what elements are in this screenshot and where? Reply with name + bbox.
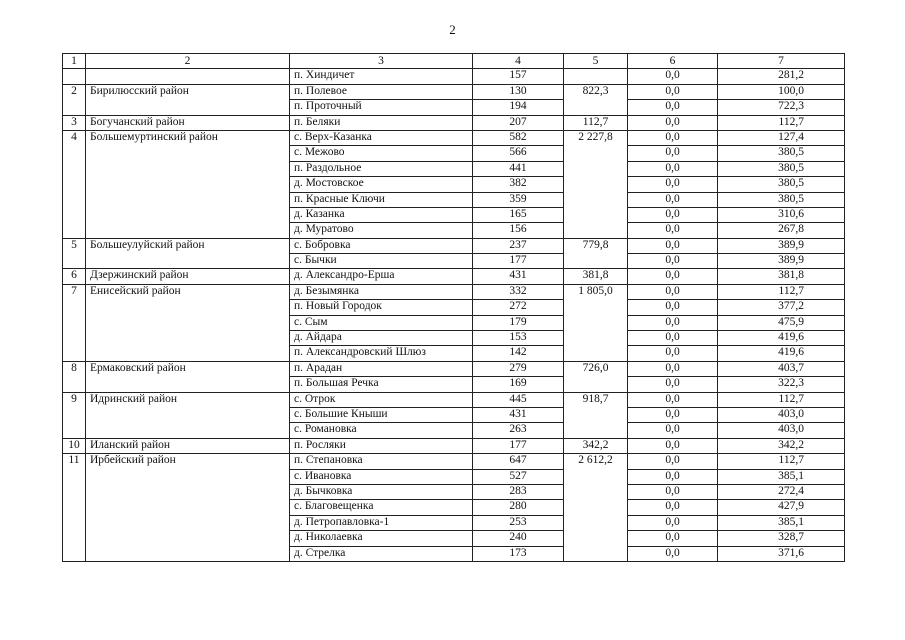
district-total bbox=[564, 69, 628, 84]
column-7-value: 371,6 bbox=[718, 546, 845, 561]
column-7-value: 272,4 bbox=[718, 484, 845, 499]
population-value: 177 bbox=[473, 438, 564, 453]
settlement-name: д. Мостовское bbox=[290, 177, 473, 192]
column-6-value: 0,0 bbox=[628, 346, 718, 361]
district-name: Иланский район bbox=[86, 438, 290, 453]
column-header: 4 bbox=[473, 54, 564, 69]
column-7-value: 419,6 bbox=[718, 331, 845, 346]
district-name bbox=[86, 69, 290, 84]
district-total: 726,0 bbox=[564, 361, 628, 392]
column-header: 1 bbox=[63, 54, 86, 69]
district-number: 10 bbox=[63, 438, 86, 453]
district-number: 8 bbox=[63, 361, 86, 392]
population-value: 179 bbox=[473, 315, 564, 330]
column-header: 7 bbox=[718, 54, 845, 69]
population-value: 283 bbox=[473, 484, 564, 499]
population-value: 647 bbox=[473, 454, 564, 469]
column-6-value: 0,0 bbox=[628, 269, 718, 284]
column-6-value: 0,0 bbox=[628, 315, 718, 330]
population-value: 332 bbox=[473, 284, 564, 299]
table-row bbox=[63, 115, 845, 130]
population-value: 240 bbox=[473, 531, 564, 546]
column-6-value: 0,0 bbox=[628, 361, 718, 376]
column-7-value: 403,0 bbox=[718, 407, 845, 422]
column-6-value: 0,0 bbox=[628, 161, 718, 176]
population-value: 177 bbox=[473, 254, 564, 269]
settlement-name: п. Раздольное bbox=[290, 161, 473, 176]
settlement-name: п. Степановка bbox=[290, 454, 473, 469]
district-total: 2 612,2 bbox=[564, 454, 628, 562]
column-6-value: 0,0 bbox=[628, 377, 718, 392]
column-7-value: 380,5 bbox=[718, 146, 845, 161]
district-name: Ирбейский район bbox=[86, 454, 290, 562]
table-row bbox=[63, 238, 845, 253]
settlement-name: д. Казанка bbox=[290, 207, 473, 222]
settlement-name: д. Айдара bbox=[290, 331, 473, 346]
population-value: 165 bbox=[473, 207, 564, 222]
district-total: 2 227,8 bbox=[564, 130, 628, 238]
column-7-value: 380,5 bbox=[718, 177, 845, 192]
population-value: 263 bbox=[473, 423, 564, 438]
column-7-value: 380,5 bbox=[718, 192, 845, 207]
population-value: 173 bbox=[473, 546, 564, 561]
column-6-value: 0,0 bbox=[628, 546, 718, 561]
column-6-value: 0,0 bbox=[628, 207, 718, 222]
table-row bbox=[63, 269, 845, 284]
settlements-table bbox=[62, 53, 845, 562]
settlement-name: п. Росляки bbox=[290, 438, 473, 453]
table-row bbox=[63, 361, 845, 376]
column-6-value: 0,0 bbox=[628, 284, 718, 299]
table-row bbox=[63, 69, 845, 84]
district-number bbox=[63, 69, 86, 84]
column-7-value: 322,3 bbox=[718, 377, 845, 392]
district-total: 779,8 bbox=[564, 238, 628, 269]
column-6-value: 0,0 bbox=[628, 254, 718, 269]
table-row bbox=[63, 284, 845, 299]
column-7-value: 722,3 bbox=[718, 100, 845, 115]
population-value: 272 bbox=[473, 300, 564, 315]
settlement-name: с. Большие Кныши bbox=[290, 407, 473, 422]
column-6-value: 0,0 bbox=[628, 238, 718, 253]
population-value: 441 bbox=[473, 161, 564, 176]
population-value: 279 bbox=[473, 361, 564, 376]
district-total: 918,7 bbox=[564, 392, 628, 438]
settlement-name: с. Ивановка bbox=[290, 469, 473, 484]
column-7-value: 112,7 bbox=[718, 454, 845, 469]
population-value: 130 bbox=[473, 84, 564, 99]
column-7-value: 381,8 bbox=[718, 269, 845, 284]
table-row bbox=[63, 84, 845, 99]
settlement-name: д. Бычковка bbox=[290, 484, 473, 499]
settlement-name: п. Новый Городок bbox=[290, 300, 473, 315]
column-7-value: 389,9 bbox=[718, 238, 845, 253]
table-row bbox=[63, 454, 845, 469]
district-name: Енисейский район bbox=[86, 284, 290, 361]
settlement-name: д. Стрелка bbox=[290, 546, 473, 561]
column-6-value: 0,0 bbox=[628, 69, 718, 84]
column-6-value: 0,0 bbox=[628, 192, 718, 207]
column-7-value: 385,1 bbox=[718, 469, 845, 484]
settlement-name: п. Большая Речка bbox=[290, 377, 473, 392]
column-6-value: 0,0 bbox=[628, 177, 718, 192]
column-6-value: 0,0 bbox=[628, 84, 718, 99]
population-value: 527 bbox=[473, 469, 564, 484]
population-value: 280 bbox=[473, 500, 564, 515]
district-name: Ермаковский район bbox=[86, 361, 290, 392]
column-7-value: 267,8 bbox=[718, 223, 845, 238]
district-name: Идринский район bbox=[86, 392, 290, 438]
column-6-value: 0,0 bbox=[628, 469, 718, 484]
column-6-value: 0,0 bbox=[628, 407, 718, 422]
population-value: 207 bbox=[473, 115, 564, 130]
settlement-name: п. Проточный bbox=[290, 100, 473, 115]
district-total: 342,2 bbox=[564, 438, 628, 453]
settlement-name: с. Бычки bbox=[290, 254, 473, 269]
table-row bbox=[63, 438, 845, 453]
settlement-name: д. Петропавловка-1 bbox=[290, 515, 473, 530]
page-number: 2 bbox=[449, 22, 456, 37]
district-number: 6 bbox=[63, 269, 86, 284]
column-7-value: 112,7 bbox=[718, 115, 845, 130]
settlement-name: с. Верх-Казанка bbox=[290, 130, 473, 145]
column-6-value: 0,0 bbox=[628, 515, 718, 530]
table-body bbox=[63, 54, 845, 562]
column-6-value: 0,0 bbox=[628, 146, 718, 161]
district-total: 381,8 bbox=[564, 269, 628, 284]
settlement-name: п. Арадан bbox=[290, 361, 473, 376]
population-value: 157 bbox=[473, 69, 564, 84]
column-6-value: 0,0 bbox=[628, 300, 718, 315]
column-7-value: 419,6 bbox=[718, 346, 845, 361]
district-number: 9 bbox=[63, 392, 86, 438]
column-header: 5 bbox=[564, 54, 628, 69]
settlement-name: с. Романовка bbox=[290, 423, 473, 438]
column-header: 2 bbox=[86, 54, 290, 69]
settlement-name: п. Беляки bbox=[290, 115, 473, 130]
population-value: 566 bbox=[473, 146, 564, 161]
column-7-value: 389,9 bbox=[718, 254, 845, 269]
settlement-name: д. Безымянка bbox=[290, 284, 473, 299]
district-total: 112,7 bbox=[564, 115, 628, 130]
settlement-name: с. Отрок bbox=[290, 392, 473, 407]
settlement-name: с. Бобровка bbox=[290, 238, 473, 253]
column-7-value: 112,7 bbox=[718, 284, 845, 299]
settlement-name: д. Николаевка bbox=[290, 531, 473, 546]
settlement-name: с. Сым bbox=[290, 315, 473, 330]
column-7-value: 377,2 bbox=[718, 300, 845, 315]
table-row bbox=[63, 130, 845, 145]
district-number: 3 bbox=[63, 115, 86, 130]
population-value: 142 bbox=[473, 346, 564, 361]
column-6-value: 0,0 bbox=[628, 500, 718, 515]
population-value: 445 bbox=[473, 392, 564, 407]
column-header: 6 bbox=[628, 54, 718, 69]
column-7-value: 427,9 bbox=[718, 500, 845, 515]
column-7-value: 281,2 bbox=[718, 69, 845, 84]
column-7-value: 342,2 bbox=[718, 438, 845, 453]
settlement-name: п. Красные Ключи bbox=[290, 192, 473, 207]
population-value: 582 bbox=[473, 130, 564, 145]
column-header: 3 bbox=[290, 54, 473, 69]
district-number: 11 bbox=[63, 454, 86, 562]
population-value: 359 bbox=[473, 192, 564, 207]
column-6-value: 0,0 bbox=[628, 531, 718, 546]
column-7-value: 385,1 bbox=[718, 515, 845, 530]
settlement-name: с. Межово bbox=[290, 146, 473, 161]
district-name: Богучанский район bbox=[86, 115, 290, 130]
column-6-value: 0,0 bbox=[628, 392, 718, 407]
population-value: 153 bbox=[473, 331, 564, 346]
settlement-name: с. Благовещенка bbox=[290, 500, 473, 515]
settlement-name: д. Александро-Ерша bbox=[290, 269, 473, 284]
settlement-name: д. Муратово bbox=[290, 223, 473, 238]
district-number: 5 bbox=[63, 238, 86, 269]
population-value: 156 bbox=[473, 223, 564, 238]
district-number: 7 bbox=[63, 284, 86, 361]
column-6-value: 0,0 bbox=[628, 423, 718, 438]
district-number: 2 bbox=[63, 84, 86, 115]
district-total: 1 805,0 bbox=[564, 284, 628, 361]
column-7-value: 127,4 bbox=[718, 130, 845, 145]
column-7-value: 475,9 bbox=[718, 315, 845, 330]
column-6-value: 0,0 bbox=[628, 223, 718, 238]
column-7-value: 112,7 bbox=[718, 392, 845, 407]
column-6-value: 0,0 bbox=[628, 115, 718, 130]
population-value: 382 bbox=[473, 177, 564, 192]
district-total: 822,3 bbox=[564, 84, 628, 115]
population-value: 431 bbox=[473, 269, 564, 284]
column-6-value: 0,0 bbox=[628, 130, 718, 145]
column-7-value: 310,6 bbox=[718, 207, 845, 222]
column-7-value: 403,7 bbox=[718, 361, 845, 376]
settlement-name: п. Хиндичет bbox=[290, 69, 473, 84]
column-6-value: 0,0 bbox=[628, 484, 718, 499]
population-value: 431 bbox=[473, 407, 564, 422]
column-6-value: 0,0 bbox=[628, 438, 718, 453]
column-7-value: 328,7 bbox=[718, 531, 845, 546]
district-number: 4 bbox=[63, 130, 86, 238]
column-6-value: 0,0 bbox=[628, 454, 718, 469]
column-6-value: 0,0 bbox=[628, 100, 718, 115]
column-number-row bbox=[63, 54, 845, 69]
district-name: Дзержинский район bbox=[86, 269, 290, 284]
population-value: 169 bbox=[473, 377, 564, 392]
column-7-value: 100,0 bbox=[718, 84, 845, 99]
column-6-value: 0,0 bbox=[628, 331, 718, 346]
settlement-name: п. Полевое bbox=[290, 84, 473, 99]
population-value: 194 bbox=[473, 100, 564, 115]
population-value: 253 bbox=[473, 515, 564, 530]
settlement-name: п. Александровский Шлюз bbox=[290, 346, 473, 361]
column-7-value: 380,5 bbox=[718, 161, 845, 176]
district-name: Большемуртинский район bbox=[86, 130, 290, 238]
district-name: Бирилюсский район bbox=[86, 84, 290, 115]
population-value: 237 bbox=[473, 238, 564, 253]
district-name: Большеулуйский район bbox=[86, 238, 290, 269]
table-row bbox=[63, 392, 845, 407]
column-7-value: 403,0 bbox=[718, 423, 845, 438]
